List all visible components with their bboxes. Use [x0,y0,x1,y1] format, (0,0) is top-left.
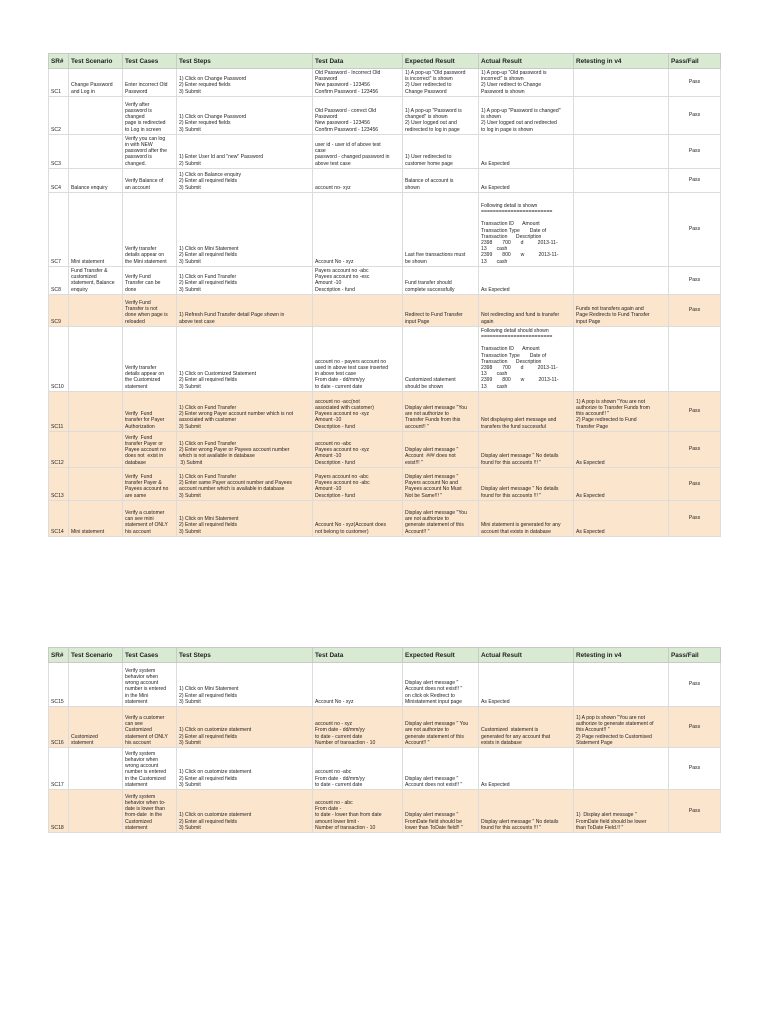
test-scenario-cell [69,790,123,833]
test-data-cell: Old Password - correct Old Password New password - 123456 Confirm Password - 123456 [313,96,403,134]
pass-fail-cell: Pass [669,790,721,833]
table-row [49,391,721,431]
header-pass-fail: Pass/Fail [669,648,721,663]
test-steps-cell: 1) Click on customize statement 2) Enter all required fields 3) Submit [177,748,313,790]
expected-result-cell: Display alert message " Account does not exist!! " on click ok Redirect to Ministatement input page [403,663,479,707]
retesting-v4-cell: 1) Display alert message " FromDate field should be lower than ToDate Field.!! " [574,790,669,833]
actual-result-cell: Customized statement is generated for any account that exists in database [479,707,574,748]
test-cases-cell: Verify a customer can see Customized statement of ONLY his account [123,707,177,748]
sr-cell: SC15 [49,663,69,707]
header-sr: SR# [49,648,69,663]
test-steps-cell: 1) Click on Change Password 2) Enter required fields 3) Submit [177,69,313,97]
test-data-cell: Old Password - Incorrect Old Password New password - 123456 Confirm Password - 123456 [313,69,403,97]
table-row [49,790,721,833]
table-row [49,168,721,192]
test-scenario-cell: Balance enquiry [69,168,123,192]
actual-result-cell: Display alert message " No details found for this accounts !!! " [479,790,574,833]
expected-result-cell: Redirect to Fund Transfer input Page [403,294,479,326]
expected-result-cell: 1) A pop-up "Old password is incorrect" is shown 2) User redirected to Change Password [403,69,479,97]
expected-result-cell: Display alert message " You are not authorize to generate statement of this Account!! " [403,707,479,748]
pass-fail-cell: Pass [669,266,721,294]
actual-result-cell: 1) A pop-up "Old password is incorrect" is shown 2) User redirect to Change Password is shown [479,69,574,97]
header-row [49,648,721,663]
header-test-scenario: Test Scenario [69,54,123,69]
pass-fail-cell: Pass [669,192,721,266]
retesting-v4-cell [574,168,669,192]
test-steps-cell: 1) Click on Balance enquiry 2) Enter all required fields 3) Submit [177,168,313,192]
retesting-v4-cell: 1) A pop is shown "You are not authorize to Transfer Funds from this account!! " 2) Page redirected to Fund Transfer Page [574,391,669,431]
test-data-cell: Account No - xyz [313,663,403,707]
test-steps-cell: 1) Refresh Fund Transfer detail Page shown in above test case [177,294,313,326]
test-scenario-cell [69,431,123,467]
test-steps-cell: 1) Click on customize statement 2) Enter all required fields 3) Submit [177,790,313,833]
test-cases-cell: Verify Fund Transfer can be done [123,266,177,294]
test-data-cell: account no - payers account no used in above test case inserted in above test case From date - dd/mm/yy to date - current date [313,326,403,391]
actual-result-cell: Following detail is shown ======================== Transaction ID Amount Transaction Type Date of Transaction Description 2398 700 d 2013-11- 13 cash 2399 800 w 2013-11- 13 cash [479,192,574,266]
test-scenario-cell: Customized statement [69,707,123,748]
test-data-cell: Payers account no -abc Payees account no -abc Amount -10 Description - fund [313,467,403,500]
header-test-steps: Test Steps [177,648,313,663]
test-cases-cell: Enter incorrect Old Password [123,69,177,97]
pass-fail-cell: Pass [669,431,721,467]
sr-cell: SC10 [49,326,69,391]
test-scenario-cell [69,391,123,431]
test-cases-cell: Verify system behavior when to- date is lower than from-date in the Customized statement [123,790,177,833]
header-test-scenario: Test Scenario [69,648,123,663]
table-row [49,431,721,467]
expected-result-cell: Display alert message "You are not authorize to generate statement of this Account!! " [403,500,479,536]
sr-cell: SC1 [49,69,69,97]
sr-cell: SC7 [49,192,69,266]
actual-result-cell: Not displaying alert message and transfers the fund successful [479,391,574,431]
actual-result-cell: 1) A pop-up "Password is changed" is shown 2) User logged out and redirected to log in page is shown [479,96,574,134]
test-data-cell: account no - xyz From date - dd/mm/yy to date - current date Number of transaction - 10 [313,707,403,748]
header-test-data: Test Data [313,54,403,69]
expected-result-cell: 1) A pop-up "Password is changed" is shown 2) User logged out and redirected to log in page [403,96,479,134]
pass-fail-cell: Pass [669,707,721,748]
sr-cell: SC8 [49,266,69,294]
actual-result-cell: Mini statement is generated for any account that exists in database [479,500,574,536]
table-row [49,192,721,266]
retesting-v4-cell [574,192,669,266]
header-row [49,54,721,69]
retesting-v4-cell: 1) A pop is shown "You are not authorize to generate statement of this Account!! " 2) Page redirected to Customised Statement Page [574,707,669,748]
expected-result-cell: Balance of account is shown [403,168,479,192]
test-cases-cell: Verify Fund transfer Payer & Payees account no are same [123,467,177,500]
test-cases-cell: Verify Fund Transfer is not done when page is reloaded [123,294,177,326]
test-data-cell: account no- xyz [313,168,403,192]
test-data-cell: account no - abc From date - to date - lower than from date amount lower limit - Number of transaction - 10 [313,790,403,833]
header-sr: SR# [49,54,69,69]
retesting-v4-cell: As Expected [574,500,669,536]
header-actual-result: Actual Result [479,54,574,69]
test-scenario-cell: Change Password and Log in [69,69,123,97]
pass-fail-cell: Pass [669,96,721,134]
expected-result-cell: Display alert message " Account ### does not exist!!! " [403,431,479,467]
header-expected-result: Expected Result [403,648,479,663]
expected-result-cell: Display alert message " Account does not exist!! " [403,748,479,790]
retesting-v4-cell [574,326,669,391]
actual-result-cell: Display alert message " No details found for this accounts !!! " [479,431,574,467]
expected-result-cell: Display alert message " Payers account No and Payees account No Must Not be Same!!! " [403,467,479,500]
header-actual-result: Actual Result [479,648,574,663]
test-data-cell: Payers account no -abc Payees account no -esc Amount -10 Description - fund [313,266,403,294]
table-row [49,707,721,748]
actual-result-cell: As Expected [479,168,574,192]
retesting-v4-cell [574,69,669,97]
retesting-v4-cell [574,266,669,294]
header-test-data: Test Data [313,648,403,663]
test-scenario-cell: Mini statement [69,192,123,266]
sr-cell: SC2 [49,96,69,134]
header-test-cases: Test Cases [123,648,177,663]
test-scenario-cell [69,326,123,391]
test-data-cell: user id - user id of above test case password - changed password in above test case [313,134,403,168]
header-pass-fail: Pass/Fail [669,54,721,69]
pass-fail-cell: Pass [669,748,721,790]
test-scenario-cell [69,663,123,707]
expected-result-cell: Fund transfer should complete successfully [403,266,479,294]
expected-result-cell: 1) User redirected to customer home page [403,134,479,168]
table-row [49,96,721,134]
sr-cell: SC16 [49,707,69,748]
table-row [49,748,721,790]
sr-cell: SC4 [49,168,69,192]
sr-cell: SC3 [49,134,69,168]
pass-fail-cell [669,326,721,391]
test-steps-cell: 1) Click on Customized Statement 2) Enter all required fields 3) Submit [177,326,313,391]
pass-fail-cell: Pass [669,391,721,431]
test-data-cell: account no -acc(not associated with customer) Payees account no -xyz Amount -10 Description - fund [313,391,403,431]
test-steps-cell: 1) Enter User Id and "new" Password 2) Submit [177,134,313,168]
test-scenario-cell: Mini statement [69,500,123,536]
retesting-v4-cell [574,96,669,134]
retesting-v4-cell: As Expected [574,431,669,467]
test-data-cell: account no -abc Payees account no -xyz Amount -10 Description - fund [313,431,403,467]
pass-fail-cell: Pass [669,294,721,326]
sr-cell: SC11 [49,391,69,431]
test-data-cell: Account No - xyz [313,192,403,266]
actual-result-cell: Following detail should shown ======================== Transaction ID Amount Transaction Type Date of Transaction Description 2398 700 d 2013-11- 13 cash 2399 800 w 2013-11- 13 cash [479,326,574,391]
test-steps-cell: 1) Click on Fund Transfer 2) Enter wrong Payer account number which is not associated with customer 3) Submit [177,391,313,431]
expected-result-cell: Last five transactions must be shown [403,192,479,266]
table-row [49,294,721,326]
test-scenario-cell [69,134,123,168]
test-steps-cell: 1) Click on Change Password 2) Enter required fields 3) Submit [177,96,313,134]
test-scenario-cell [69,294,123,326]
test-scenario-cell [69,748,123,790]
test-data-cell [313,294,403,326]
test-case-sheet-page-1 [48,53,721,537]
retesting-v4-cell: Funds not transfers again and Page Redirects to Fund Transfer input Page [574,294,669,326]
pass-fail-cell: Pass [669,134,721,168]
table-row [49,326,721,391]
pass-fail-cell: Pass [669,663,721,707]
test-steps-cell: 1) Click on Fund Transfer 2) Enter wrong Payer or Payees account number which is not available in database 3) Submit [177,431,313,467]
table-row [49,134,721,168]
test-steps-cell: 1) Click on customize statement 2) Enter all required fields 3) Submit [177,707,313,748]
test-cases-cell: Verify system behavior when wrong account number is entered in the Mini statement [123,663,177,707]
actual-result-cell: As Expected [479,134,574,168]
sr-cell: SC12 [49,431,69,467]
test-scenario-cell: Fund Transfer & customized statement, Balance enquiry [69,266,123,294]
test-steps-cell: 1) Click on Mini Statement 2) Enter all required fields 3) Submit [177,500,313,536]
sr-cell: SC17 [49,748,69,790]
sr-cell: SC13 [49,467,69,500]
header-test-steps: Test Steps [177,54,313,69]
test-cases-cell: Verify transfer details appear on the Customized statement [123,326,177,391]
actual-result-cell: As Expected [479,266,574,294]
test-cases-cell: Verify you can log in with NEW password after the password is changed. [123,134,177,168]
actual-result-cell: Not redirecting and fund is transfer again [479,294,574,326]
header-test-cases: Test Cases [123,54,177,69]
test-cases-cell: Verify Balance of an account [123,168,177,192]
table-row [49,266,721,294]
retesting-v4-cell [574,134,669,168]
expected-result-cell: Display alert message " FromDate field should be lower than ToDate field!! " [403,790,479,833]
pass-fail-cell: Pass [669,467,721,500]
expected-result-cell: Customized statement should be shown [403,326,479,391]
test-cases-cell: Verify a customer can see mini statement of ONLY his account [123,500,177,536]
sr-cell: SC14 [49,500,69,536]
test-steps-cell: 1) Click on Mini Statement 2) Enter all required fields 3) Submit [177,663,313,707]
sr-cell: SC9 [49,294,69,326]
header-retesting-v4: Retesting in v4 [574,54,669,69]
pass-fail-cell: Pass [669,168,721,192]
test-cases-cell: Verify system behavior when wrong account number is entered in the Customized statement [123,748,177,790]
pass-fail-cell: Pass [669,69,721,97]
test-cases-cell: Verify Fund transfer for Payer Authorization [123,391,177,431]
test-scenario-cell [69,467,123,500]
test-data-cell: account no -abc From date - dd/mm/yy to date - current date [313,748,403,790]
test-steps-cell: 1) Click on Fund Transfer 2) Enter same Payer account number and Payees account number which is available in database 3) Submit [177,467,313,500]
header-retesting-v4: Retesting in v4 [574,648,669,663]
actual-result-cell: As Expected [479,663,574,707]
table-row [49,663,721,707]
test-steps-cell: 1) Click on Fund Transfer 2) Enter all required fields 3) Submit [177,266,313,294]
table-row [49,500,721,536]
retesting-v4-cell: As Expected [574,467,669,500]
test-scenario-cell [69,96,123,134]
header-expected-result: Expected Result [403,54,479,69]
pass-fail-cell: Pass [669,500,721,536]
table-row [49,467,721,500]
sr-cell: SC18 [49,790,69,833]
test-steps-cell: 1) Click on Mini Statement 2) Enter all required fields 3) Submit [177,192,313,266]
test-data-cell: Account No - xyz(Account does not belong to customer) [313,500,403,536]
test-case-sheet-page-2 [48,647,721,833]
retesting-v4-cell [574,748,669,790]
test-cases-cell: Verify transfer details appear on the Mini statement [123,192,177,266]
retesting-v4-cell [574,663,669,707]
test-cases-cell: Verify Fund transfer Payer or Payee account no does not exist in database [123,431,177,467]
table-row [49,69,721,97]
test-cases-cell: Verify after password is changed page is redirected to Log in screen [123,96,177,134]
actual-result-cell: Display alert message " No details found for this accounts !!! " [479,467,574,500]
expected-result-cell: Display alert message "You are not authorize to Transfer Funds from this account!! " [403,391,479,431]
actual-result-cell: As Expected [479,748,574,790]
